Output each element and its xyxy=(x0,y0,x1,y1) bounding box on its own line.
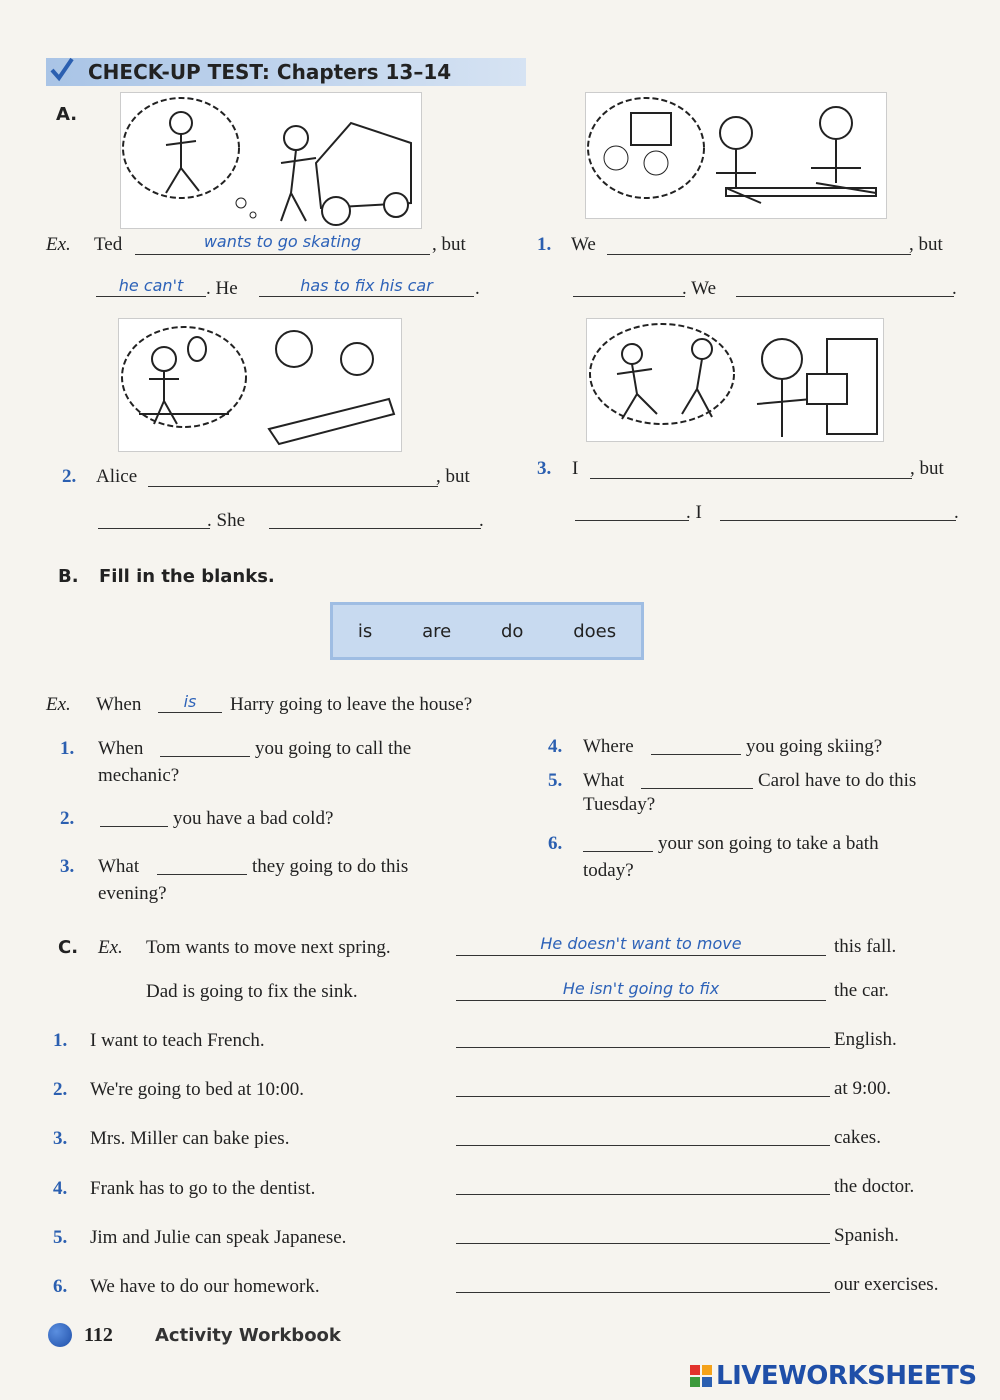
question-2-answer-3[interactable] xyxy=(269,506,481,529)
question-2-answer-1[interactable] xyxy=(148,464,438,487)
question-2-answer-2[interactable] xyxy=(98,506,210,529)
picture-boys-reading xyxy=(585,92,887,219)
c-item-4-answer[interactable] xyxy=(456,1173,830,1195)
word-box xyxy=(330,602,644,660)
b-q4-pre: Where xyxy=(583,736,634,757)
question-3-answer-3[interactable] xyxy=(720,498,956,521)
logo-icon xyxy=(690,1365,712,1387)
b-q2-number: 2. xyxy=(60,808,75,829)
picture-ted-skating-car xyxy=(120,92,422,229)
c-item-4-number: 4. xyxy=(53,1178,68,1199)
c-item-3-end: cakes. xyxy=(834,1127,881,1148)
c-item-5-sentence: Jim and Julie can speak Japanese. xyxy=(90,1227,347,1248)
c-item-5-number: 5. xyxy=(53,1227,68,1248)
liveworksheets-logo xyxy=(690,1361,977,1391)
b-q3-number: 3. xyxy=(60,856,75,877)
c-ex1-end: this fall. xyxy=(834,936,897,957)
c-item-5-answer[interactable] xyxy=(456,1222,830,1244)
c-ex2-end: the car. xyxy=(834,980,889,1001)
c-ex-label: Ex. xyxy=(98,937,123,958)
c-item-6-sentence: We have to do our homework. xyxy=(90,1276,320,1297)
question-2-number: 2. xyxy=(62,466,77,487)
ex-answer-3: has to fix his car xyxy=(259,276,474,297)
b-q3-answer[interactable] xyxy=(157,854,247,875)
question-1-number: 1. xyxy=(537,234,552,255)
checkmark-icon xyxy=(48,56,76,84)
section-b-title: Fill in the blanks. xyxy=(99,566,275,587)
b-q3-post: they going to do this xyxy=(252,856,409,877)
word-are: are xyxy=(422,620,452,642)
b-q1-number: 1. xyxy=(60,738,75,759)
question-2-mid: . She xyxy=(207,510,245,531)
b-q5-line2: Tuesday? xyxy=(583,794,656,815)
b-q3-pre: What xyxy=(98,856,140,877)
question-1-but: , but xyxy=(909,234,943,255)
question-3-mid: . I xyxy=(686,502,702,523)
brand-name: LIVEWORKSHEETS xyxy=(716,1361,977,1391)
c-item-3-sentence: Mrs. Miller can bake pies. xyxy=(90,1128,290,1149)
word-do: do xyxy=(500,620,524,642)
section-b-letter: B. xyxy=(58,566,79,587)
b-q4-number: 4. xyxy=(548,736,563,757)
b-q6-post: your son going to take a bath xyxy=(658,833,879,854)
word-is: is xyxy=(357,620,373,642)
section-c-letter: C. xyxy=(58,937,79,958)
question-2-but: , but xyxy=(436,466,470,487)
c-item-3-number: 3. xyxy=(53,1128,68,1149)
ex-answer-1: wants to go skating xyxy=(135,232,430,255)
b-ex-post: Harry going to leave the house? xyxy=(230,694,473,715)
b-q4-post: you going skiing? xyxy=(746,736,883,757)
c-item-4-end: the doctor. xyxy=(834,1176,915,1197)
question-3-but: , but xyxy=(910,458,944,479)
c-item-2-answer[interactable] xyxy=(456,1075,830,1097)
b-q2-post: you have a bad cold? xyxy=(173,808,334,829)
ex-subject: Ted xyxy=(94,234,123,255)
c-item-2-number: 2. xyxy=(53,1079,68,1100)
b-q4-answer[interactable] xyxy=(651,734,741,755)
b-q1-post: you going to call the xyxy=(255,738,412,759)
page-number: 112 xyxy=(84,1324,113,1346)
c-item-1-end: English. xyxy=(834,1029,897,1050)
word-does: does xyxy=(573,620,617,642)
c-item-6-end: our exercises. xyxy=(834,1274,939,1295)
c-item-3-answer[interactable] xyxy=(456,1124,830,1146)
ex-he: . He xyxy=(206,278,238,299)
ex-end: . xyxy=(475,278,480,299)
c-item-6-answer[interactable] xyxy=(456,1271,830,1293)
b-q5-pre: What xyxy=(583,770,625,791)
question-1-answer-3[interactable] xyxy=(736,274,954,297)
question-2-end: . xyxy=(479,510,484,531)
b-q6-line2: today? xyxy=(583,860,634,881)
picture-alice-dentist xyxy=(118,318,402,452)
c-ex2-sentence: Dad is going to fix the sink. xyxy=(146,981,358,1002)
c-ex1-sentence: Tom wants to move next spring. xyxy=(146,937,391,958)
b-q2-answer[interactable] xyxy=(100,806,168,827)
c-item-1-answer[interactable] xyxy=(456,1026,830,1048)
b-ex-label: Ex. xyxy=(46,694,71,715)
question-1-mid: . We xyxy=(682,278,717,299)
c-item-1-sentence: I want to teach French. xyxy=(90,1030,265,1051)
c-item-5-end: Spanish. xyxy=(834,1225,899,1246)
c-ex2-answer: He isn't going to fix xyxy=(456,979,826,1001)
question-1-end: . xyxy=(952,278,957,299)
b-q3-line2: evening? xyxy=(98,883,167,904)
b-q6-number: 6. xyxy=(548,833,563,854)
b-q1-line2: mechanic? xyxy=(98,765,180,786)
page-dot-icon xyxy=(48,1323,72,1347)
question-3-answer-2[interactable] xyxy=(575,498,689,521)
picture-dancing-folders xyxy=(586,318,884,442)
question-2-subject: Alice xyxy=(96,466,138,487)
c-item-6-number: 6. xyxy=(53,1276,68,1297)
b-q1-answer[interactable] xyxy=(160,736,250,757)
question-3-answer-1[interactable] xyxy=(590,456,912,479)
section-a-letter: A. xyxy=(56,104,78,125)
c-item-4-sentence: Frank has to go to the dentist. xyxy=(90,1178,316,1199)
c-item-2-sentence: We're going to bed at 10:00. xyxy=(90,1079,305,1100)
question-3-subject: I xyxy=(572,458,579,479)
ex-answer-2: he can't xyxy=(96,276,206,297)
question-3-number: 3. xyxy=(537,458,552,479)
b-q5-answer[interactable] xyxy=(641,768,753,789)
b-ex-answer: is xyxy=(158,692,222,713)
question-1-answer-1[interactable] xyxy=(607,232,911,255)
b-q5-post: Carol have to do this xyxy=(758,770,917,791)
book-title: Activity Workbook xyxy=(155,1325,341,1346)
c-item-2-end: at 9:00. xyxy=(834,1078,891,1099)
ex-label: Ex. xyxy=(46,234,71,255)
question-1-subject: We xyxy=(571,234,596,255)
b-q5-number: 5. xyxy=(548,770,563,791)
question-1-answer-2[interactable] xyxy=(573,274,685,297)
b-q6-answer[interactable] xyxy=(583,831,653,852)
c-item-1-number: 1. xyxy=(53,1030,68,1051)
b-ex-pre: When xyxy=(96,694,142,715)
b-q1-pre: When xyxy=(98,738,144,759)
page-title: CHECK-UP TEST: Chapters 13–14 xyxy=(88,60,452,84)
question-3-end: . xyxy=(954,502,959,523)
ex-but: , but xyxy=(432,234,466,255)
c-ex1-answer: He doesn't want to move xyxy=(456,934,826,956)
